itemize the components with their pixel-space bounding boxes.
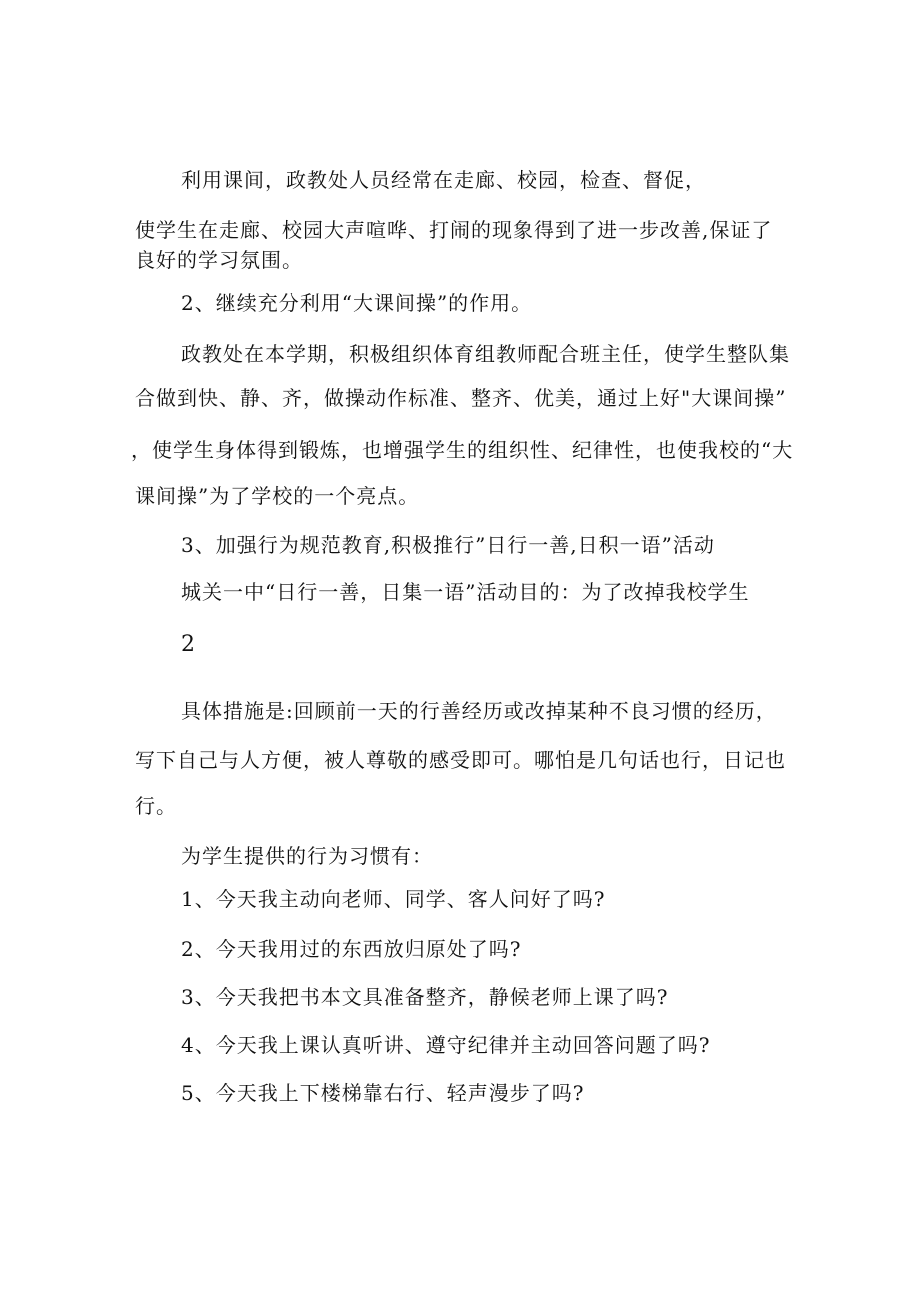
paragraph-line: 良好的学习氛围。	[135, 248, 303, 272]
list-item: 2、今天我用过的东西放归原处了吗?	[181, 937, 522, 961]
section-heading: 3、加强行为规范教育,积极推行”日行一善,日积一语”活动	[181, 533, 715, 557]
list-item: 3、今天我把书本文具准备整齐，静候老师上课了吗?	[181, 985, 669, 1009]
paragraph-line: 城关一中“日行一善，日集一语”活动目的：为了改掉我校学生	[181, 580, 750, 604]
paragraph-line: 使学生在走廊、校园大声喧哗、打闹的现象得到了进一步改善,保证了	[135, 218, 773, 242]
paragraph-line: ，使学生身体得到锻炼，也增强学生的组织性、纪律性，也使我校的“大	[131, 438, 794, 462]
paragraph-line: 合做到快、静、齐，做操动作标准、整齐、优美，通过上好"大课间操”	[135, 386, 787, 410]
page-number: 2	[181, 632, 196, 657]
section-heading: 2、继续充分利用“大课间操”的作用。	[181, 291, 533, 315]
paragraph-line: 利用课间，政教处人员经常在走廊、校园，检查、督促，	[181, 168, 706, 192]
paragraph-line: 为学生提供的行为习惯有：	[181, 844, 433, 868]
paragraph-line: 行。	[135, 794, 177, 818]
paragraph-line: 课间操”为了学校的一个亮点。	[135, 484, 420, 508]
list-item: 4、今天我上课认真听讲、遵守纪律并主动回答问题了吗?	[181, 1033, 711, 1057]
paragraph-line: 写下自己与人方便，被人尊敬的感受即可。哪怕是几句话也行，日记也	[135, 748, 786, 772]
paragraph-line: 政教处在本学期，积极组织体育组教师配合班主任，使学生整队集	[181, 342, 790, 366]
list-item: 1、今天我主动向老师、同学、客人问好了吗?	[181, 887, 606, 911]
paragraph-line: 具体措施是:回顾前一天的行善经历或改掉某种不良习惯的经历，	[181, 699, 777, 723]
list-item: 5、今天我上下楼梯靠右行、轻声漫步了吗?	[181, 1081, 585, 1105]
